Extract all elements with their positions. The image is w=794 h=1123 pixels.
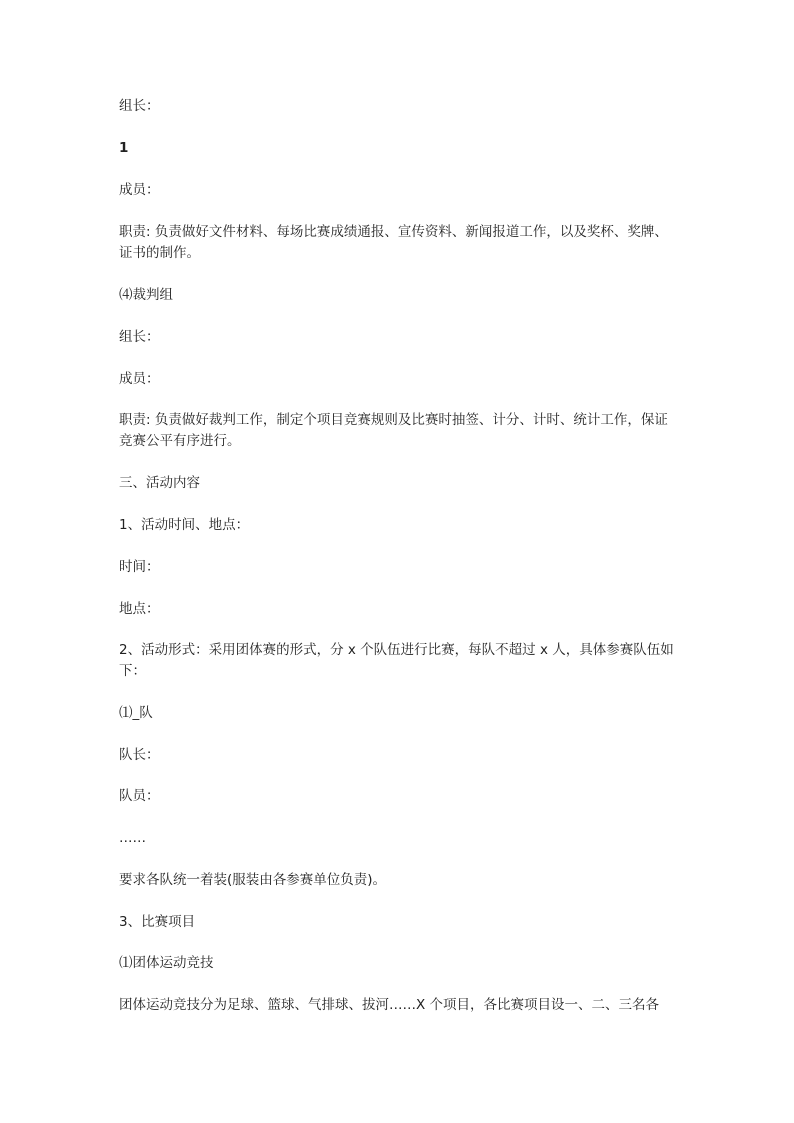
team-members-label: 队员： xyxy=(119,788,160,804)
team-sports-heading: ⑴团体运动竞技 xyxy=(119,955,214,971)
team-heading: ⑴_队 xyxy=(119,705,153,721)
team-captain-label: 队长： xyxy=(119,747,160,763)
activity-time-place-heading: 1、活动时间、地点： xyxy=(119,517,250,533)
referee-duties-paragraph: 职责: 负责做好裁判工作，制定个项目竞赛规则及比赛时抽签、计分、计时、统计工作，保证竞赛公平有序进行。 xyxy=(119,412,668,449)
referee-group-leader-label: 组长： xyxy=(119,329,160,345)
place-label: 地点： xyxy=(119,601,160,617)
section-heading-activity-content: 三、活动内容 xyxy=(119,475,200,491)
group-leader-label: 组长： xyxy=(119,98,160,114)
referee-members-label: 成员： xyxy=(119,371,160,387)
item-number: 1 xyxy=(119,140,129,156)
competition-events-heading: 3、比赛项目 xyxy=(119,914,196,930)
duties-paragraph: 职责: 负责做好文件材料、每场比赛成绩通报、宣传资料、新闻报道工作，以及奖杯、奖牌、证书的制作。 xyxy=(119,224,668,261)
members-label: 成员： xyxy=(119,182,160,198)
activity-format-paragraph: 2、活动形式：采用团体赛的形式，分 x 个队伍进行比赛，每队不超过 x 人，具体参赛队伍如下： xyxy=(119,642,674,679)
ellipsis-line: …… xyxy=(119,830,146,846)
time-label: 时间： xyxy=(119,559,160,575)
team-sports-paragraph: 团体运动竞技分为足球、篮球、气排球、拔河……X 个项目，各比赛项目设一、二、三名各 xyxy=(119,997,660,1013)
section-heading-referee-group: ⑷裁判组 xyxy=(119,287,173,303)
uniform-requirement-paragraph: 要求各队统一着装(服装由各参赛单位负责)。 xyxy=(119,872,387,888)
